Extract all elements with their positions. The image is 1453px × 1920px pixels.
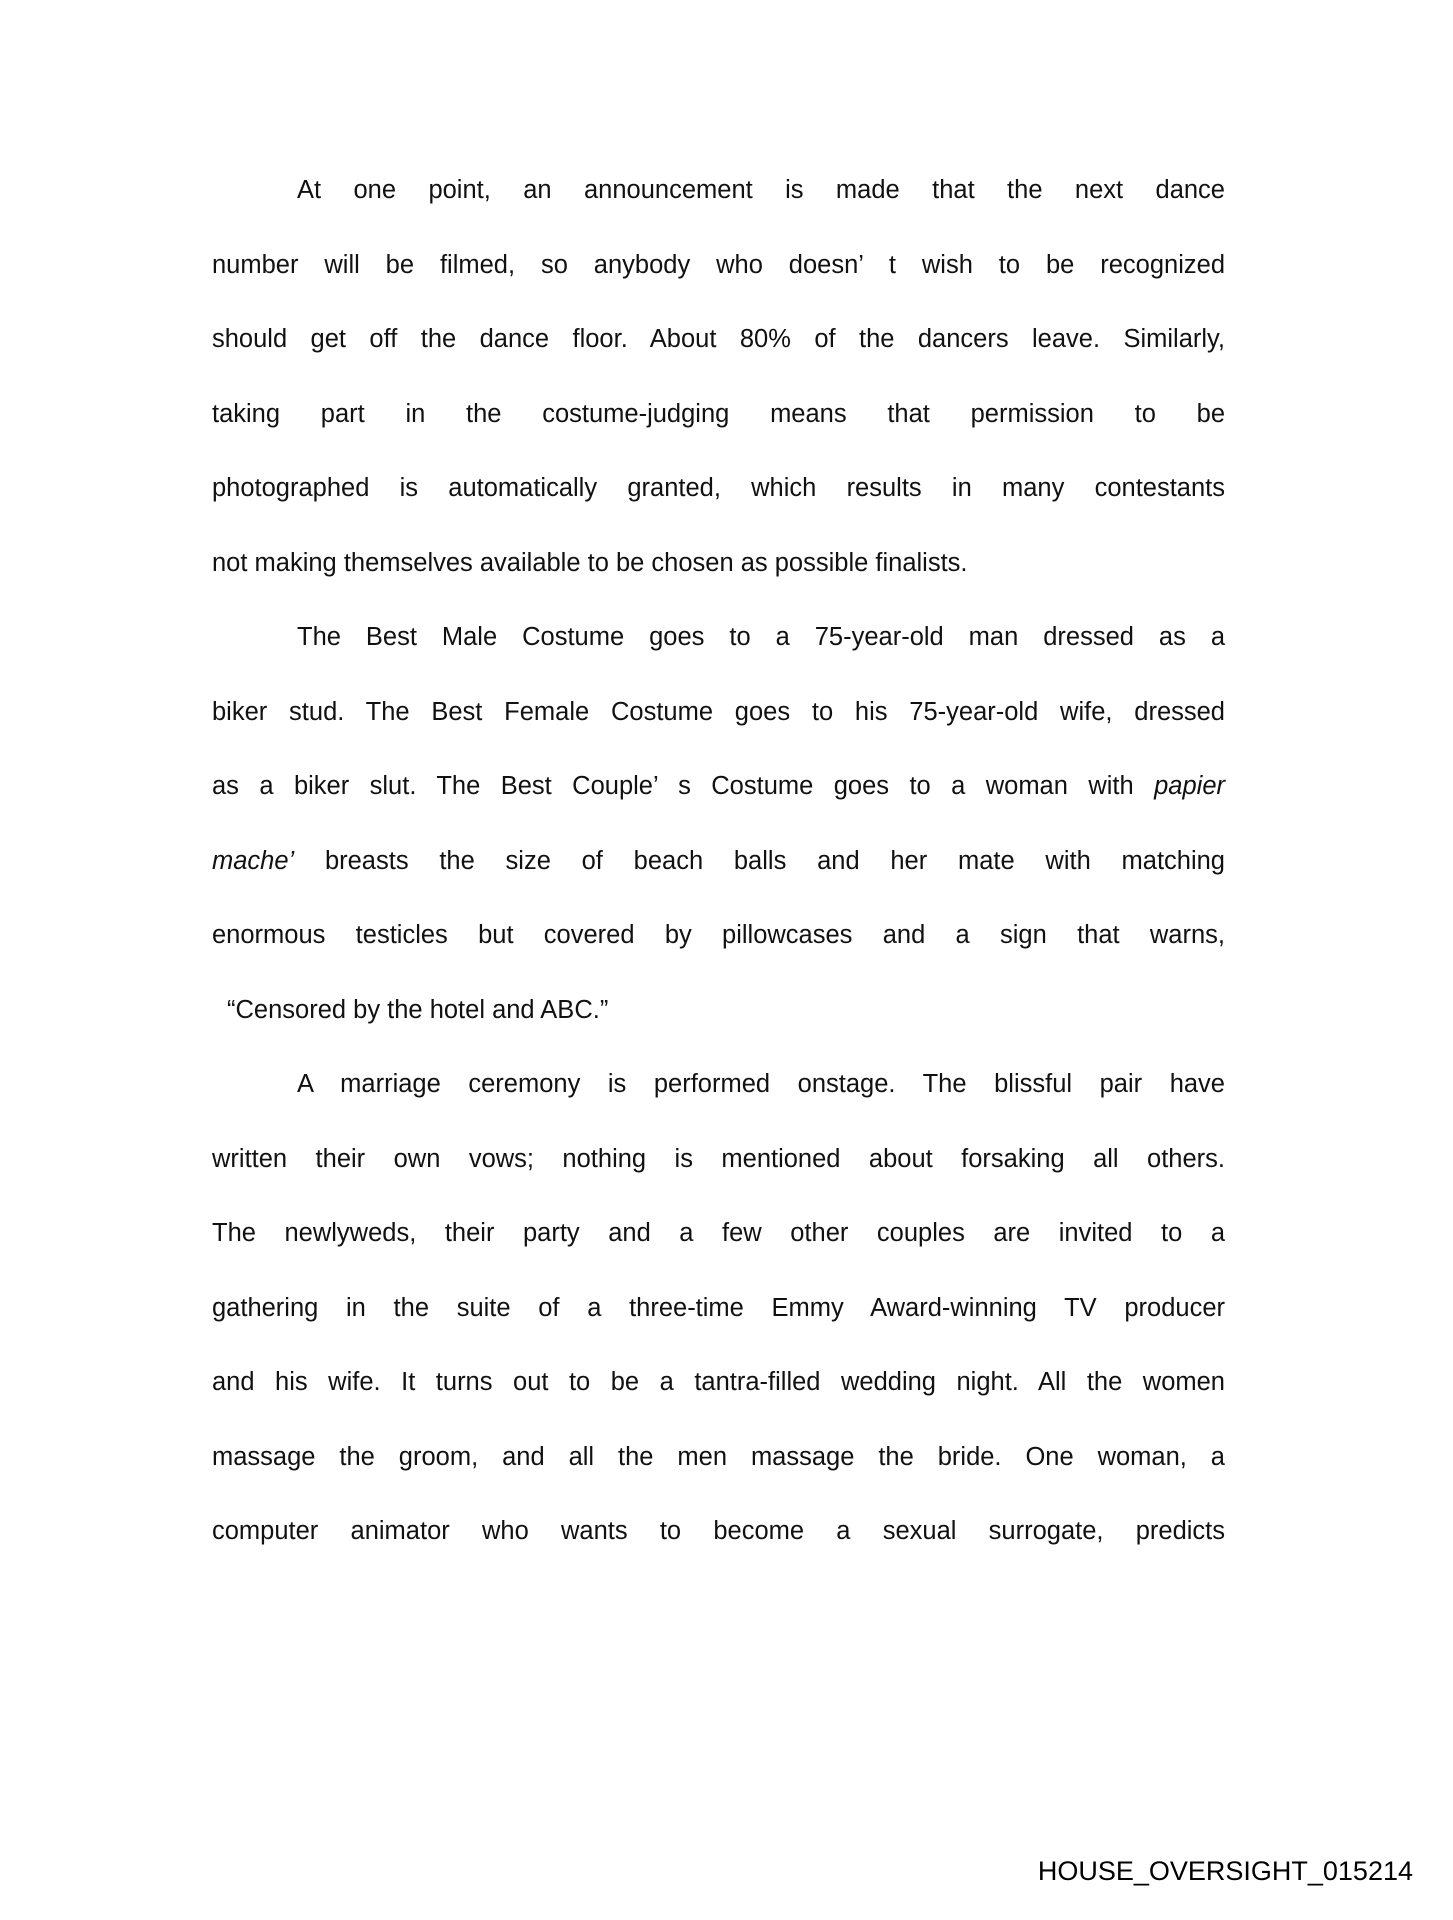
text-segment: taking part in the costume-judging means that permission to be	[212, 399, 1225, 428]
italic-text: papier	[1154, 772, 1225, 800]
text-line	[212, 898, 1225, 973]
text-segment: The newlyweds, their party and a few other couples are invited to a	[212, 1219, 1225, 1247]
text-line	[212, 1196, 1225, 1271]
text-segment: not making themselves available to be chosen as possible finalists.	[212, 548, 968, 577]
text-segment: computer animator who wants to become a sexual surrogate, predicts	[212, 1517, 1225, 1545]
text-segment: “Censored by the hotel and ABC.”	[227, 995, 609, 1024]
text-line	[212, 302, 1225, 377]
document-body	[212, 153, 1225, 1569]
text-line	[212, 675, 1225, 750]
text-segment: At one point, an announcement is made that the next dance	[297, 176, 1225, 204]
text-line	[212, 824, 1225, 899]
text-line	[212, 1271, 1225, 1346]
text-line	[212, 153, 1225, 228]
text-segment: biker stud. The Best Female Costume goes to his 75-year-old wife, dressed	[212, 697, 1225, 726]
text-line	[212, 1122, 1225, 1197]
bates-number: HOUSE_OVERSIGHT_015214	[1037, 1856, 1413, 1886]
text-line	[212, 377, 1225, 452]
text-segment: The Best Male Costume goes to a 75-year-old man dressed as a	[297, 623, 1225, 651]
text-segment: breasts the size of beach balls and her mate with matching	[294, 846, 1225, 875]
text-segment: enormous testicles but covered by pillowcases and a sign that warns,	[212, 921, 1225, 949]
text-line	[212, 451, 1225, 526]
text-segment: written their own vows; nothing is mentioned about forsaking all others.	[212, 1144, 1225, 1173]
text-segment: number will be filmed, so anybody who doesn’ t wish to be recognized	[212, 250, 1225, 279]
text-line	[212, 1345, 1225, 1420]
text-line	[212, 526, 1225, 601]
text-segment: should get off the dance floor. About 80% of the dancers leave. Similarly,	[212, 325, 1225, 353]
text-segment: as a biker slut. The Best Couple’ s Costume goes to a woman with	[212, 772, 1155, 800]
text-segment: massage the groom, and all the men massage the bride. One woman, a	[212, 1442, 1225, 1471]
text-line	[212, 228, 1225, 303]
text-line	[212, 749, 1225, 824]
text-segment: photographed is automatically granted, which results in many contestants	[212, 474, 1225, 502]
text-line	[212, 1047, 1225, 1122]
text-line	[212, 973, 1225, 1048]
text-segment: and his wife. It turns out to be a tantra-filled wedding night. All the women	[212, 1368, 1225, 1396]
italic-text: mache’	[212, 846, 295, 875]
text-line	[212, 1494, 1225, 1569]
text-segment: A marriage ceremony is performed onstage. The blissful pair have	[297, 1070, 1225, 1098]
text-line	[212, 1420, 1225, 1495]
text-line	[212, 600, 1225, 675]
text-segment: gathering in the suite of a three-time Emmy Award-winning TV producer	[212, 1293, 1225, 1322]
